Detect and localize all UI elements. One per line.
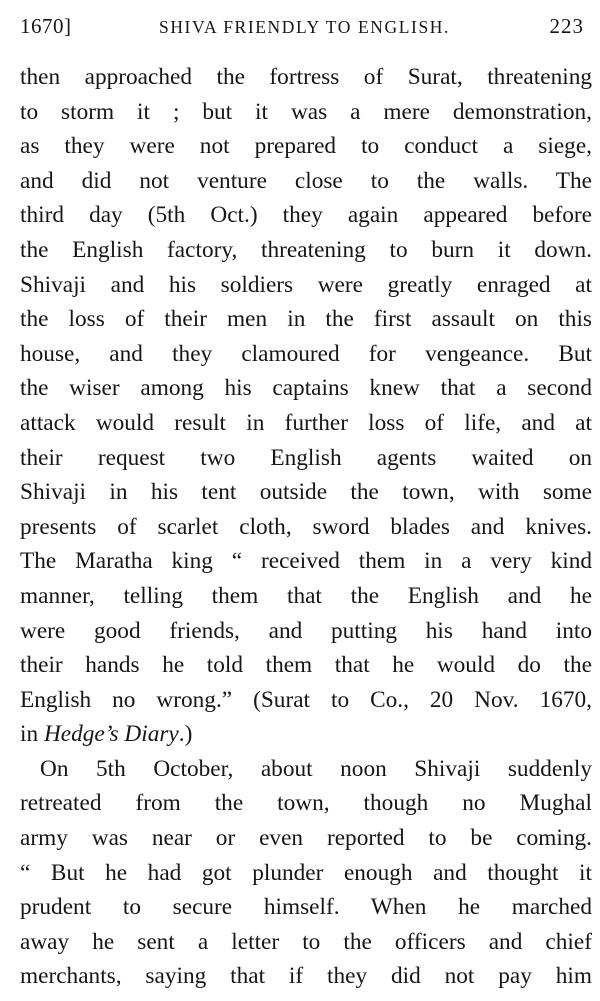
text-line: their request two English agents waited on xyxy=(20,444,592,471)
text-line: attack would result in further loss of life, and at xyxy=(20,409,592,436)
text-line: army was near or even reported to be coming. xyxy=(20,825,592,852)
text-line: then approached the fortress of Surat, threatening xyxy=(20,64,592,90)
text-line: presents of scarlet cloth, sword blades and knives. xyxy=(20,513,592,540)
text-line: English no wrong.” (Surat to Co., 20 Nov. 1670, xyxy=(20,686,592,713)
citation-source-title: Hedge’s Diary xyxy=(43,721,179,748)
running-head-year: 1670] xyxy=(20,14,72,38)
text-line: prudent to secure himself. When he marched xyxy=(20,894,592,921)
running-head xyxy=(20,14,584,44)
text-line: away he sent a letter to the officers and chief xyxy=(20,928,592,955)
text-line: were good friends, and putting his hand into xyxy=(20,617,592,644)
page-number: 223 xyxy=(549,14,584,38)
citation-line xyxy=(20,717,592,752)
text-line: the wiser among his captains knew that a second xyxy=(20,375,592,402)
text-line: third day (5th Oct.) they again appeared before xyxy=(20,202,592,229)
text-line: their hands he told them that he would do the xyxy=(20,652,592,679)
citation-suffix: .) xyxy=(178,721,193,748)
text-line: and did not venture close to the walls. The xyxy=(20,167,592,194)
text-line: The Maratha king “ received them in a very kind xyxy=(20,548,592,575)
text-line: to storm it ; but it was a mere demonstration, xyxy=(20,98,592,125)
text-line: Shivaji and his soldiers were greatly enraged at xyxy=(20,271,592,298)
text-line: “ But he had got plunder enough and thought it xyxy=(20,859,592,886)
text-line: the loss of their men in the first assault on this xyxy=(20,306,592,333)
running-head-title: SHIVA FRIENDLY TO ENGLISH. xyxy=(158,17,451,37)
paragraph-first-line: On 5th October, about noon Shivaji suddenly xyxy=(40,755,592,782)
body-text xyxy=(20,60,592,994)
text-line: house, and they clamoured for vengeance. But xyxy=(20,340,592,367)
text-line: manner, telling them that the English and he xyxy=(20,582,592,609)
text-line: Shivaji in his tent outside the town, with some xyxy=(20,479,592,506)
citation-prefix: in xyxy=(20,721,44,748)
text-line: merchants, saying that if they did not pay him xyxy=(20,963,592,990)
text-line: as they were not prepared to conduct a siege, xyxy=(20,133,592,160)
text-line: retreated from the town, though no Mughal xyxy=(20,790,592,817)
text-line: the English factory, threatening to burn it down. xyxy=(20,236,592,263)
